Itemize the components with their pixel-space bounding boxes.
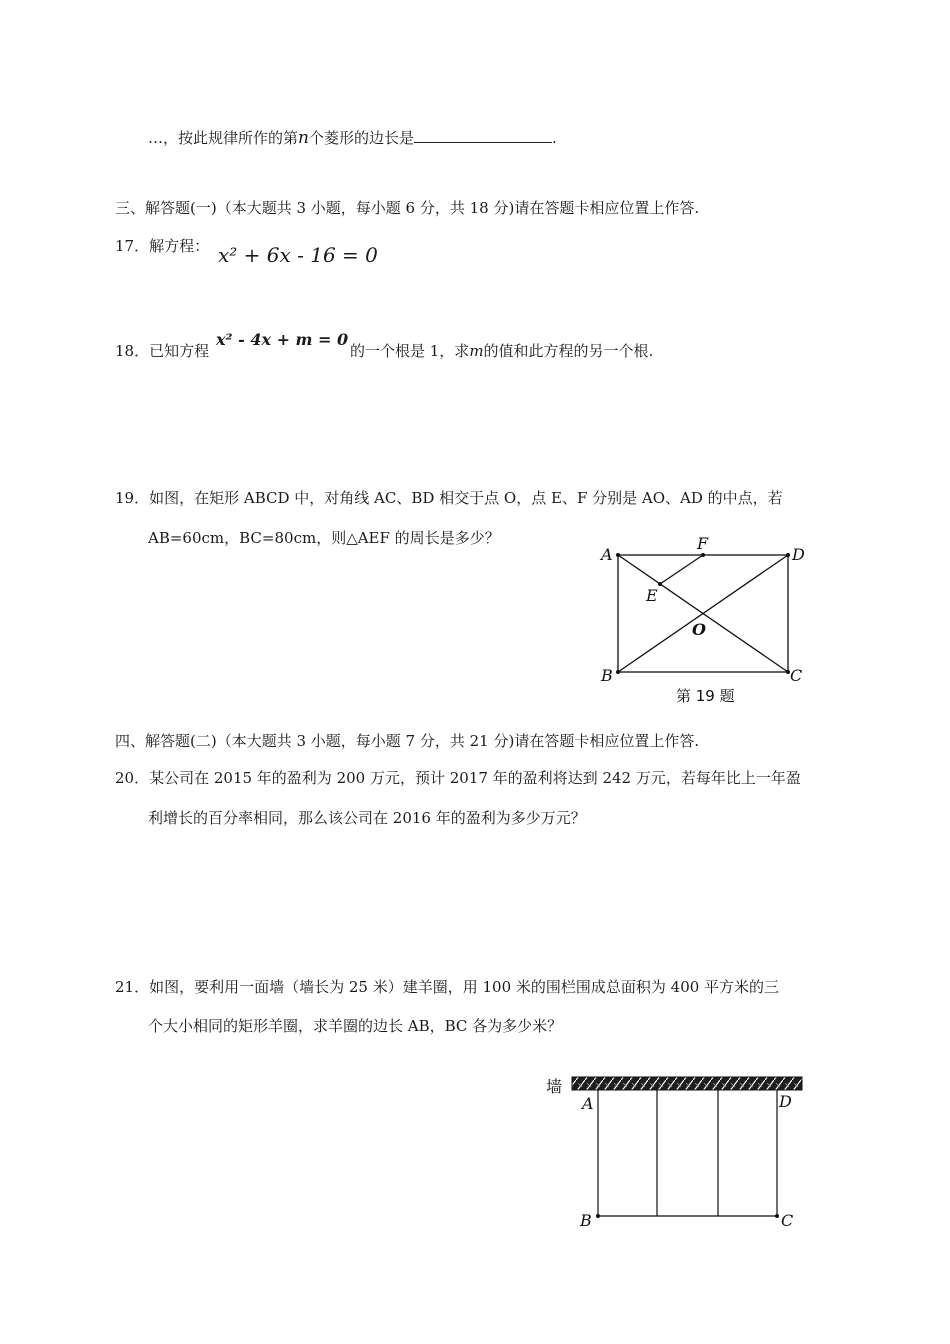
- pen-label-d: D: [779, 1092, 792, 1111]
- point-d: [786, 553, 790, 557]
- label-o: O: [692, 620, 706, 639]
- pen-label-a: A: [582, 1094, 594, 1113]
- q17-label: 17．解方程：: [115, 237, 210, 255]
- q18-equation: x² - 4x + m = 0: [216, 330, 349, 349]
- pen-point-b: [596, 1214, 600, 1218]
- pen-label-b: B: [580, 1211, 592, 1230]
- point-e: [658, 582, 662, 586]
- point-a: [616, 553, 620, 557]
- label-a: A: [601, 545, 613, 564]
- q16-prefix: …，按此规律所作的第: [148, 129, 299, 147]
- point-b: [616, 670, 620, 674]
- q18-var-m: m: [469, 342, 484, 360]
- q18-suffix: 的一个根是 1，求: [350, 342, 470, 360]
- q19-line2: AB=60cm，BC=80cm，则△AEF 的周长是多少？: [148, 529, 500, 547]
- q18-prefix: 18．已知方程: [115, 342, 210, 360]
- section4-heading: 四、解答题(二)（本大题共 3 小题，每小题 7 分，共 21 分)请在答题卡相应位置上作答.: [115, 732, 700, 750]
- label-d: D: [792, 545, 805, 564]
- q17-equation: x² + 6x - 16 = 0: [218, 243, 378, 267]
- segment-ef: [660, 555, 703, 584]
- figure-caption: 第 19 题: [676, 687, 735, 705]
- q21-line2: 个大小相同的矩形羊圈，求羊圈的边长 AB，BC 各为多少米？: [148, 1017, 563, 1035]
- label-e: E: [646, 586, 658, 605]
- wall: [572, 1077, 802, 1090]
- q16-end: .: [551, 129, 557, 147]
- wall-label: 墙: [546, 1077, 563, 1096]
- label-c: C: [790, 666, 803, 685]
- q16-suffix: 个菱形的边长是: [308, 129, 414, 147]
- q20-line1: 20．某公司在 2015 年的盈利为 200 万元，预计 2017 年的盈利将达到 242 万元，若每年比上一年盈: [115, 769, 801, 787]
- q21-line1: 21．如图，要利用一面墙（墙长为 25 米）建羊圈，用 100 米的围栏围成总面积为 400 平方米的三: [115, 978, 780, 996]
- q19-figure: [590, 530, 820, 710]
- label-f: F: [697, 534, 709, 553]
- pen-point-c: [775, 1214, 779, 1218]
- q19-line1: 19．如图，在矩形 ABCD 中，对角线 AC、BD 相交于点 O，点 E、F 分别是 AO、AD 的中点，若: [115, 489, 783, 507]
- section3-heading: 三、解答题(一)（本大题共 3 小题，每小题 6 分，共 18 分)请在答题卡相应位置上作答.: [115, 199, 700, 217]
- q20-line2: 利增长的百分率相同，那么该公司在 2016 年的盈利为多少万元？: [148, 809, 586, 827]
- q16-var-n: n: [298, 128, 309, 148]
- q21-figure: [540, 1068, 815, 1238]
- q16-tail: [148, 128, 557, 148]
- pen-label-c: C: [781, 1211, 794, 1230]
- point-f: [701, 553, 705, 557]
- answer-blank[interactable]: [414, 128, 552, 143]
- q18-rest: [350, 341, 653, 361]
- q18-suffix2: 的值和此方程的另一个根.: [483, 342, 654, 360]
- label-b: B: [601, 666, 613, 685]
